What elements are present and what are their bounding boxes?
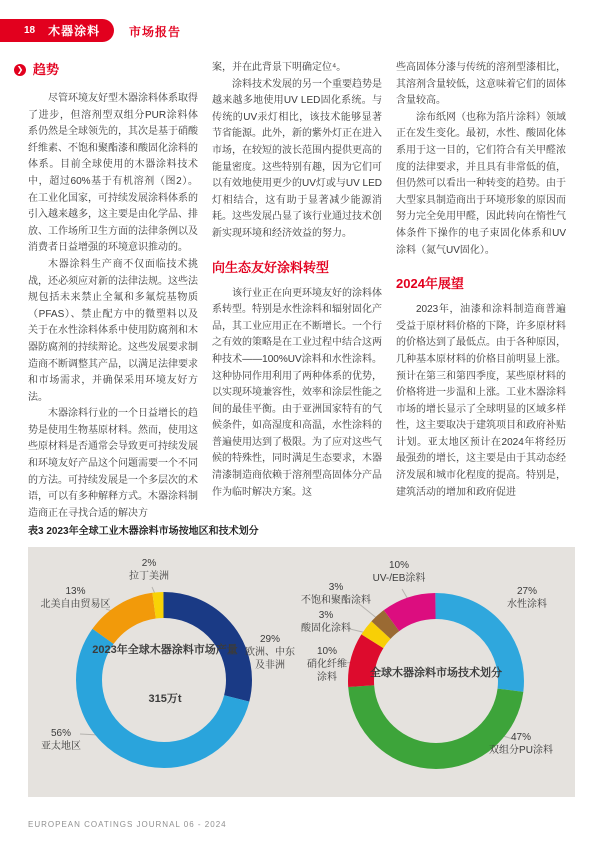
paragraph: 涂布纸网（也称为箔片涂料）领域正在发生变化。最初，水性、酸固化体系用于这一目的，它们符合有关甲醛浓度的法律要求，并且具有非常低的值，但仍然可以看出一种转变的趋势。由于大型家具制造商出于环境形象的原因而努力完全免用甲醛，因此转向在惰性气体条件下操作的电子束固化体系和UV涂料（氮气UV固化）。	[396, 111, 566, 256]
paragraph: 该行业正在向更环境友好的涂料体系转型。特别是水性涂料和辐射固化产品，其工业应用正在不断增长。一个行之有效的策略是在工业过程中结合这两种技术——100%UV涂料和水性涂料。这种协同作用利用了两种体系的优势，以实现环境兼容性，效率和涂层性能之间的最佳平衡。由于亚洲国家特有的气候条件，如高湿度和高温，水性涂料的普遍使用达到了极限。为了应对这些气候的特殊性，同时满足生态要求，木器清漆制造商依赖于溶剂型高固体分产品作为临时解决方案。这	[212, 287, 382, 498]
section-heading-eco-transition: 向生态友好涂料转型	[212, 259, 330, 275]
paragraph: 木器涂料行业的一个日益增长的趋势是使用生物基原材料。然而，使用这些原材料是否通常会导致更可持续发展和环境友好产品这个问题需要一个不同的方法。可持续发展是一个多层次的术语，可以有多种解释方式。木器涂料制造商正在寻找合适的解决方	[28, 408, 198, 519]
slice-label-uv-eb: 10% UV-/EB涂料	[372, 560, 426, 584]
section-heading-trends	[14, 62, 198, 77]
header-banner	[0, 19, 114, 42]
slice-label-unsat-polyester: 3% 不饱和聚酯涂料	[301, 582, 371, 606]
figure-caption: 表3 2023年全球工业木器涂料市场按地区和技术划分	[28, 526, 259, 537]
slice-label-nitrocellulose: 10% 硝化纤维涂料	[307, 646, 347, 683]
donut-chart-production	[89, 605, 239, 755]
page-number: 18	[24, 25, 36, 36]
slice-label-2k-pu: 47% 双组分PU涂料	[489, 732, 553, 756]
article-columns	[16, 60, 566, 524]
report-category: 市场报告	[129, 25, 182, 39]
section-heading-outlook-2024: 2024年展望	[396, 276, 464, 292]
slice-label-apac: 56% 亚太地区	[41, 728, 81, 752]
slice-label-nafta: 13% 北美自由贸易区	[40, 586, 111, 610]
paragraph-continuation: 案，并在此背景下明确定位⁴。	[212, 62, 347, 73]
section-title: 木器涂料	[48, 24, 101, 38]
slice-label-emea: 29% 欧洲、中东及非洲	[245, 634, 295, 671]
chart1-center-title: 2023年全球木器涂料市场产量	[92, 644, 238, 656]
heading-text: 趋势	[33, 62, 60, 77]
arrow-circle-icon: ❯	[14, 64, 26, 76]
chart-panel	[28, 547, 575, 797]
chart1-center-value: 315万t	[148, 693, 182, 705]
paragraph: 木器涂料生产商不仅面临技术挑战，还必须应对新的法律法规。这些法规包括未来禁止全氟和多氟烷基物质（PFAS）、禁止配方中的微塑料以及关于在水性涂料体系中使用防腐剂和木器防腐剂的持续辩论。这些发展要求制造商不断调整其产品，以满足法律要求和市场需求，并确保采用环境友好方法。	[28, 258, 198, 403]
column-1	[16, 60, 198, 524]
slice-label-latin-america: 2% 拉丁美洲	[129, 558, 169, 582]
column-3	[396, 60, 566, 524]
paragraph: 涂料技术发展的另一个重要趋势是越来越多地使用UV LED固化系统。与传统的UV汞灯相比，该技术能够显著节省能源。此外，新的紫外灯正在进入市场，在较短的波长范围内提供更高的能量密度。这些特别有趣，因为它们可以有效地使用更少的UV灯或与UV LED灯相结合，这有助于显著减少能源消耗。这些发展凸显了该行业通过技术创新实现环境和经济效益的努力。	[212, 78, 383, 239]
paragraph-continuation: 些高固体分漆与传统的溶剂型漆相比，其溶剂含量较低，这意味着它们的固体含量较高。	[396, 62, 566, 107]
paragraph: 2023年，油漆和涂料制造商普遍受益于原材料价格的下降，许多原材料的价格达到了最低点。由于各种原因，几种基本原材料的价格目前明显上涨。预计在第三和第四季度，某些原材料的价格将进一步温和上涨。工业木器涂料市场的增长显示了全球明显的区域多样性，这主要取决于建筑项目和政府补贴计划。亚太地区预计在2024年将经历最强劲的增长，这主要是由于其动态经济发展和城市化程度的提高。特别是，建筑活动的增加和政府促进	[396, 304, 566, 498]
chart2-center-title: 全球木器涂料市场技术划分	[370, 667, 502, 679]
slice-label-waterborne: 27% 水性涂料	[507, 586, 547, 610]
slice-label-acid-curing: 3% 酸固化涂料	[301, 610, 351, 634]
paragraph: 尽管环境友好型木器涂料体系取得了进步，但溶剂型双组分PUR涂料体系仍然是全球领先的，其次是基于硝酸纤维素、不饱和聚酯漆和酸固化涂料的体系。目前全球使用的木器涂料技术中，超过60%基于有机溶剂（图2）。在工业化国家，可持续发展涂料体系的引入越来越多，这主要是由化学品、排放、工作场所卫生方面的法律条例以及消费者日益增强的环境意识推动的。	[28, 93, 198, 254]
journal-footer: EUROPEAN COATINGS JOURNAL 06 - 2024	[28, 820, 227, 829]
column-2	[212, 60, 382, 524]
